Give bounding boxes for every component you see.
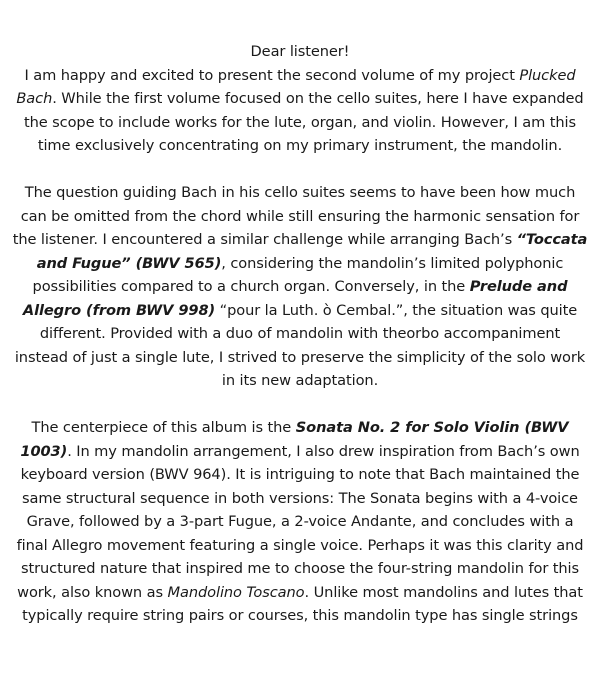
text-segment: I am happy and excited to present the second volume of my project [24, 66, 520, 84]
text-line: Grave, followed by a 3-part Fugue, a 2-voice Andante, and concludes with a [26, 513, 574, 530]
text-line [10, 87, 590, 111]
text-line [10, 581, 590, 605]
text-segment: the listener. I encountered a similar challenge while arranging Bach’s [12, 231, 517, 248]
text-line: can be omitted from the chord while still ensuring the harmonic sensation for [20, 207, 580, 225]
project-title-italic: Bach [16, 90, 53, 107]
text-line [10, 64, 590, 88]
text-line: final Allegro movement featuring a single voice. Perhaps it was this clarity and [16, 536, 584, 554]
greeting: Dear listener! [250, 43, 350, 60]
text-line: The question guiding Bach in his cello suites seems to have been how much [24, 184, 576, 201]
text-line [10, 299, 590, 323]
text-line [10, 275, 590, 299]
work-title-bold-italic: and Fugue” (BWV 565) [36, 254, 222, 272]
text-segment: possibilities compared to a church organ. Conversely, in the [32, 278, 470, 295]
work-title-bold-italic: Prelude and [469, 278, 568, 295]
text-line: instead of just a single lute, I strived to preserve the simplicity of the solo work [14, 348, 586, 366]
text-segment: , considering the mandolin’s limited polyphonic [221, 254, 564, 272]
text-line [10, 440, 590, 464]
text-line: structured nature that inspired me to choose the four-string mandolin for this [20, 560, 580, 577]
text-line: keyboard version (BWV 964). It is intriguing to note that Bach maintained the [20, 466, 580, 483]
text-line [10, 228, 590, 252]
text-segment: . Unlike most mandolins and lutes that [304, 583, 583, 601]
text-line: in its new adaptation. [221, 372, 379, 389]
work-title-bold-italic: “Toccata [516, 231, 588, 248]
text-segment: . In my mandolin arrangement, I also drew inspiration from Bach’s own [67, 442, 580, 460]
project-title-italic: Plucked [519, 66, 576, 84]
text-line [10, 252, 590, 276]
work-title-bold-italic: Sonata No. 2 for Solo Violin (BWV [295, 419, 569, 436]
text-segment: The centerpiece of this album is the [31, 419, 296, 436]
text-line: same structural sequence in both versions: The Sonata begins with a 4-voice [22, 489, 578, 507]
text-line: typically require string pairs or courses, this mandolin type has single strings [22, 607, 578, 624]
text-line: different. Provided with a duo of mandolin with theorbo accompaniment [39, 325, 561, 342]
work-title-bold-italic: 1003) [20, 442, 68, 460]
work-title-bold-italic: Allegro (from BWV 998) [22, 301, 216, 319]
cello-suites-paragraph [10, 181, 590, 393]
intro-paragraph [10, 40, 590, 158]
text-line: time exclusively concentrating on my primary instrument, the mandolin. [37, 137, 563, 154]
text-line: the scope to include works for the lute, organ, and violin. However, I am this [23, 113, 576, 131]
sonata-paragraph [10, 416, 590, 628]
text-segment: work, also known as [17, 583, 168, 601]
text-line [10, 416, 590, 440]
text-segment: “pour la Luth. ò Cembal.”, the situation was quite [215, 301, 578, 319]
instrument-name-italic: Mandolino Toscano [167, 583, 305, 601]
text-segment: . While the first volume focused on the cello suites, here I have expanded [52, 90, 584, 107]
